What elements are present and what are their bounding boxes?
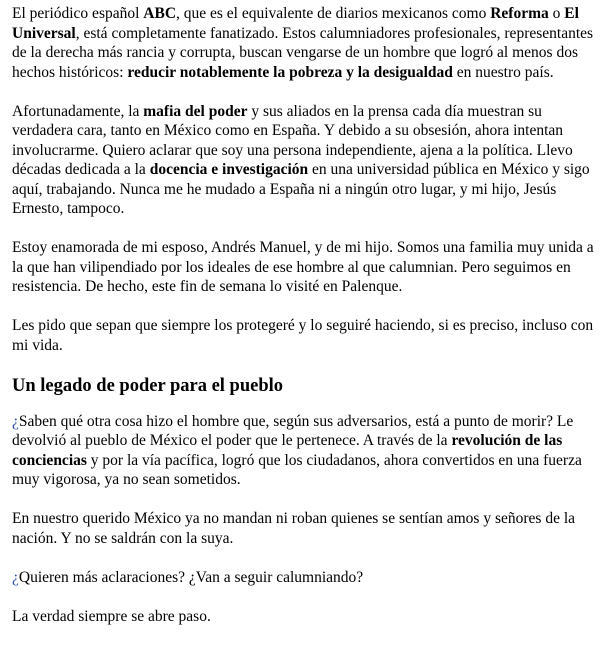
paragraph — [12, 568, 604, 588]
text-run: Quieren más aclaraciones? ¿Van a seguir calumniando? — [18, 568, 364, 586]
bold-text: El Universal — [12, 5, 579, 42]
text-run: en una universidad pública en México y sigo aquí, trabajando. Nunca me he mudado a España ni a ningún otro lugar, y mi hijo, Jesús Ernesto, tampoco. — [12, 161, 590, 217]
article-section-intro — [12, 4, 604, 355]
text-run: y sus aliados en la prensa cada día muestran su verdadera cara, tanto en México como en España. Y debido a su obsesión, ahora intentan involucrarme. Quiero aclarar que soy una persona independiente, ajena a la política. Llevo décadas dedicada a la — [12, 102, 573, 178]
text-run: , está completamente fanatizado. Estos calumniadores profesionales, representantes de la derecha más rancia y corrupta, buscan vengarse de un hombre que logró al menos dos hechos históricos: — [12, 24, 594, 81]
paragraph — [12, 607, 604, 627]
text-run: En nuestro querido México ya no mandan ni roban quienes se sentían amos y señores de la nación. Y no se saldrán con la suya. — [12, 510, 576, 547]
paragraph — [12, 4, 604, 82]
bold-text: revolución de las conciencias — [12, 432, 563, 469]
bold-text: mafia del poder — [143, 102, 248, 120]
text-run: La verdad siempre se abre paso. — [12, 607, 211, 625]
text-run: y por la vía pacífica, logró que los ciudadanos, ahora convertidos en una fuerza muy vigorosa, ya no sean sometidos. — [12, 451, 582, 488]
text-run: Les pido que sepan que siempre los protegeré y lo seguiré haciendo, si es preciso, incluso con mi vida. — [12, 317, 594, 354]
text-run: en nuestro país. — [452, 63, 554, 81]
text-run: , que es el equivalente de diarios mexicanos como — [176, 5, 491, 22]
paragraph — [12, 509, 604, 548]
text-run: Afortunadamente, la — [12, 102, 144, 120]
text-run: Saben qué otra cosa hizo el hombre que, según sus adversarios, está a punto de morir? Le devolvió al pueblo de México el poder que le pertenece. A través de la — [12, 412, 574, 449]
text-run: o — [548, 5, 565, 22]
section-heading: Un legado de poder para el pueblo — [12, 375, 284, 396]
document-body — [12, 4, 604, 646]
spellcheck-marked-char: ¿ — [12, 412, 19, 430]
paragraph — [12, 102, 604, 219]
text-run: Estoy enamorada de mi esposo, Andrés Manuel, y de mi hijo. Somos una familia muy unida a la que han vilipendiado por los ideales de ese hombre al que calumnian. Pero seguimos en resistencia. De hecho, este fin de semana lo visité en Palenque. — [12, 239, 594, 295]
paragraph — [12, 412, 604, 490]
bold-text: reducir notablemente la pobreza y la desigualdad — [127, 63, 453, 81]
article-section-legacy — [12, 412, 604, 627]
bold-text: Reforma — [490, 5, 549, 22]
bold-text: ABC — [143, 5, 177, 22]
text-run: El periódico español — [12, 5, 144, 22]
spellcheck-marked-char: ¿ — [12, 568, 19, 586]
paragraph — [12, 316, 604, 355]
bold-text: docencia e investigación — [149, 161, 309, 178]
paragraph — [12, 238, 604, 297]
